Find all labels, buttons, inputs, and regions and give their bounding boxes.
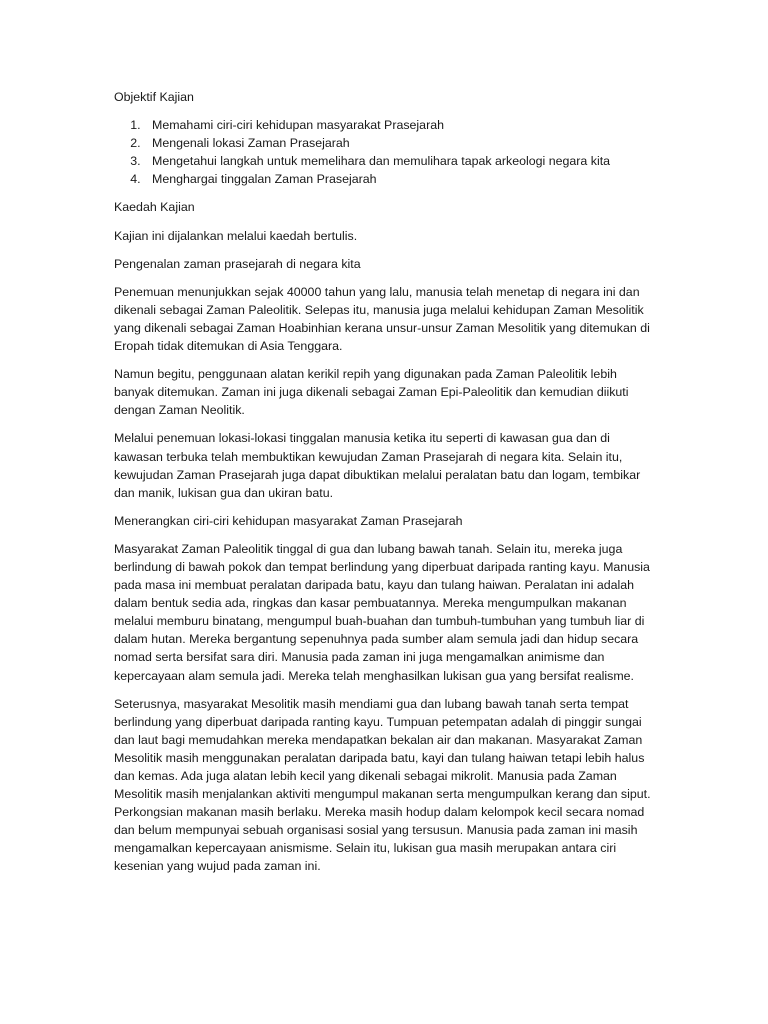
list-item: 1. Memahami ciri-ciri kehidupan masyarakat Prasejarah (144, 116, 654, 134)
document-page (114, 88, 654, 886)
pengenalan-heading: Pengenalan zaman prasejarah di negara kita (114, 256, 361, 271)
ciri-heading: Menerangkan ciri-ciri kehidupan masyarakat Zaman Prasejarah (114, 513, 463, 528)
ciri-paragraph-2: Seterusnya, masyarakat Mesolitik masih mendiami gua dan lubang bawah tanah serta tempat berlindung yang diperbuat daripada ranting kayu. Tumpuan petempatan adalah di pinggir sungai dan laut bagi memudahkan mereka mendapatkan bekalan air dan makanan. Masyarakat Zaman Mesolitik masih menggunakan peralatan daripada batu, kayi dan tulang haiwan tetapi lebih halus dan kemas. Ada juga alatan lebih kecil yang dikenali sebagai mikrolit. Manusia pada Zaman Mesolitik masih menjalankan aktiviti mengumpul makanan serta mengumpulkan kerang dan siput. Perkongsian makanan masih berlaku. Mereka masih hodup dalam kelompok kecil secara nomad dan belum mempunyai sebuah organisasi sosial yang tersusun. Manusia pada zaman ini masih mengamalkan kepercayaan anismisme. Selain itu, lukisan gua masih merupakan antara ciri kesenian yang wujud pada zaman ini. (114, 696, 651, 874)
list-item: 3. Mengetahui langkah untuk memelihara dan memulihara tapak arkeologi negara kita (144, 152, 654, 170)
objektif-heading: Objektif Kajian (114, 90, 194, 104)
objektif-list (114, 116, 654, 188)
kaedah-paragraph: Kajian ini dijalankan melalui kaedah bertulis. (114, 228, 358, 243)
pengenalan-paragraph-3: Melalui penemuan lokasi-lokasi tinggalan manusia ketika itu seperti di kawasan gua dan di kawasan terbuka telah membuktikan kewujudan Zaman Prasejarah di negara kita. Selain itu, kewujudan Zaman Prasejarah juga dapat dibuktikan melalui peralatan batu dan logam, tembikar dan manik, lukisan gua dan ukiran batu. (114, 431, 641, 500)
ciri-paragraph-1: Masyarakat Zaman Paleolitik tinggal di gua dan lubang bawah tanah. Selain itu, mereka juga berlindung di bawah pokok dan tempat berlindung yang diperbuat daripada ranting kayu. Manusia pada masa ini membuat peralatan daripada batu, kayu dan tulang haiwan. Peralatan ini adalah dalam bentuk sedia ada, ringkas dan kasar pembuatannya. Mereka mengumpulkan makanan melalui memburu binatang, mengumpul buah-buahan dan tumbuh-tumbuhan yang tumbuh liar di dalam hutan. Mereka bergantung sepenuhnya pada sumber alam semula jadi dan hidup secara nomad serta bersifat sara diri. Manusia pada zaman ini juga mengamalkan animisme dan kepercayaan alam semula jadi. Mereka telah menghasilkan lukisan gua yang bersifat realisme. (114, 541, 650, 683)
kaedah-heading: Kaedah Kajian (114, 200, 195, 215)
list-item: 2. Mengenali lokasi Zaman Prasejarah (144, 134, 654, 152)
list-item: 4. Menghargai tinggalan Zaman Prasejarah (144, 170, 654, 188)
pengenalan-paragraph-2: Namun begitu, penggunaan alatan kerikil repih yang digunakan pada Zaman Paleolitik lebih banyak ditemukan. Zaman ini juga dikenali sebagai Zaman Epi-Paleolitik dan kemudian diikuti dengan Zaman Neolitik. (114, 367, 629, 418)
pengenalan-paragraph-1: Penemuan menunjukkan sejak 40000 tahun yang lalu, manusia telah menetap di negara ini dan dikenali sebagai Zaman Paleolitik. Selepas itu, manusia juga melalui kehidupan Zaman Mesolitik yang dikenali sebagai Zaman Hoabinhian kerana unsur-unsur Zaman Mesolitik yang ditemukan di Eropah tidak ditemukan di Asia Tenggara. (114, 284, 650, 354)
